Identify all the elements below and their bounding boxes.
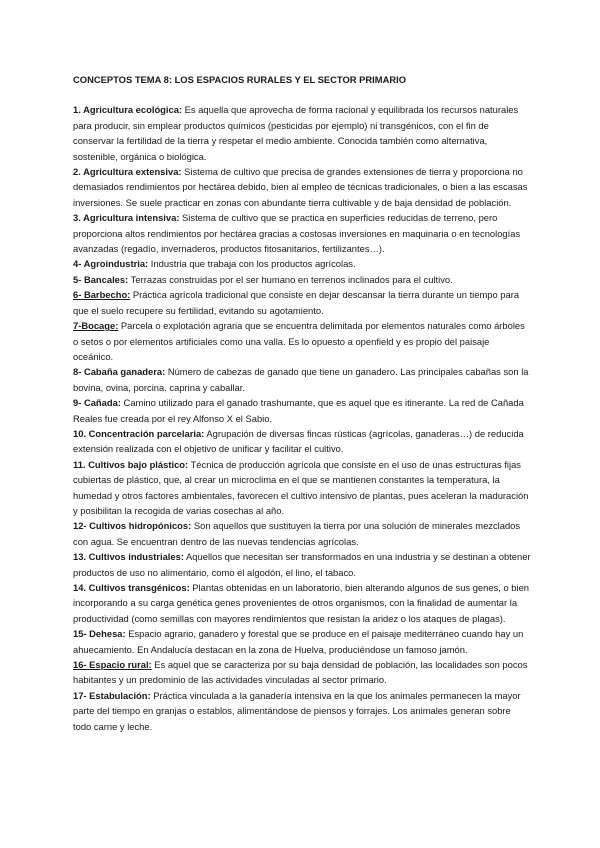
concept-entry [73, 657, 531, 688]
concept-term: 7-Bocage: [73, 320, 119, 332]
concept-entry [73, 318, 531, 364]
concept-term: 13. Cultivos industriales: [73, 551, 184, 563]
concept-entry [73, 626, 531, 657]
concept-term: 3. Agricultura intensiva: [73, 212, 180, 224]
concept-list [73, 102, 531, 734]
concept-entry [73, 395, 531, 426]
concept-definition: Técnica de producción agrícola que consiste en el uso de unas estructuras fijas cubiertas de plástico, que, al crear un microclima en el que se mantienen constantes la temperatura, la humedad y otros factores ambientales, favorecen el cultivo intensivo de plantas, pues aceleran la maduración y posibilitan la recogida de varias cosechas al año. [73, 458, 529, 516]
concept-term: 2. Agricultura extensiva: [73, 166, 182, 178]
concept-entry [73, 164, 531, 210]
concept-entry [73, 287, 531, 318]
concept-entry [73, 102, 531, 164]
document-body [73, 72, 531, 734]
concept-definition: Industria que trabaja con los productos agrícolas. [148, 258, 356, 270]
concept-definition: Terrazas construidas por el ser humano en terrenos inclinados para el cultivo. [128, 273, 453, 285]
concept-term: 14. Cultivos transgénicos: [73, 582, 190, 593]
concept-term: 9- Cañada: [73, 397, 121, 409]
document-title: CONCEPTOS TEMA 8: LOS ESPACIOS RURALES Y EL SECTOR PRIMARIO [73, 74, 407, 85]
concept-definition: Práctica agrícola tradicional que consiste en dejar descansar la tierra durante un tiempo para que el suelo recupere su fertilidad, evitando su agotamiento. [73, 289, 520, 316]
concept-entry [73, 210, 531, 256]
concept-definition: Aquellos que necesitan ser transformados en una industria y se destinan a obtener productos de uso no alimentario, como el algodón, el lino, el tabaco. [73, 551, 531, 578]
concept-term: 1. Agricultura ecológica: [73, 104, 183, 116]
concept-definition: Es aquella que aprovecha de forma racional y equilibrada los recursos naturales para producir, sin emplear productos químicos (pesticidas por ejemplo) ni transgénicos, con el fin de conservar la fertilidad de la tierra y respetar el medio ambiente. Conocida también como alternativa, sostenible, orgánica o biológica. [73, 104, 519, 162]
concept-definition: Sistema de cultivo que se practica en superficies reducidas de terreno, pero proporciona altos rendimientos por hectárea gracias a costosas inversiones en maquinaria o en tecnologías avanzadas (regadío, invernaderos, productos fitosanitarios, fertilizantes…). [73, 212, 521, 255]
concept-term: 11. Cultivos bajo plástico: [73, 458, 189, 470]
concept-definition: Parcela o explotación agraria que se encuentra delimitada por elementos naturales como árboles o setos o por elementos artificiales como una valla. Es lo opuesto a openfield y es propio del paisaje oceánico. [73, 320, 525, 362]
concept-definition: Práctica vinculada a la ganadería intensiva en la que los animales permanecen la mayor parte del tiempo en granjas o establos, alimentándose de piensos y forrajes. Los animales generan sobre todo carne y leche. [73, 689, 521, 732]
concept-term: 6- Barbecho: [73, 289, 131, 301]
concept-term: 8- Cabaña ganadera: [73, 366, 166, 378]
concept-definition: Número de cabezas de ganado que tiene un ganadero. Las principales cabañas son la bovina, ovina, porcina. caprina y caballar. [73, 366, 529, 393]
concept-term: 16- Espacio rural: [73, 659, 152, 671]
concept-entry [73, 457, 531, 519]
concept-entry [73, 426, 531, 457]
concept-term: 17- Estabulación: [73, 689, 151, 701]
concept-entry [73, 364, 531, 395]
concept-entry [73, 549, 531, 580]
concept-entry [73, 518, 531, 549]
concept-definition: Espacio agrario, ganadero y forestal que se produce en el paisaje mediterráneo cuando hay un ahuecamiento. En Andalucía destacan en la zona de Huelva, produciéndose un famoso jamón. [73, 628, 524, 655]
concept-term: 15- Dehesa: [73, 628, 126, 640]
concept-term: 12- Cultivos hidropónicos: [73, 520, 192, 532]
concept-definition: Son aquellos que sustituyen la tierra por una solución de minerales mezclados con agua. Se encuentran dentro de las nuevas tendencias agrícolas. [73, 520, 521, 547]
concept-definition: Plantas obtenidas en un laboratorio, bien alterando algunos de sus genes, o bien incorporando a su carga genética genes provenientes de otros organismos, con la finalidad de aumentar la productividad (como semillas con mayores rendimientos que resistan la aridez o los ataques de plagas). [73, 582, 530, 624]
concept-definition: Agrupación de diversas fincas rústicas (agrícolas, ganaderas…) de reducida extensión realizada con el objetivo de unificar y facilitar el cultivo. [73, 427, 524, 455]
concept-entry [73, 256, 531, 271]
concept-term: 5- Bancales: [73, 273, 129, 285]
concept-definition: Camino utilizado para el ganado trashumante, que es aquel que es itinerante. La red de Cañada Reales fue creada por el rey Alfonso X el Sabio. [73, 397, 524, 424]
concept-entry [73, 272, 531, 287]
concept-term: 10. Concentración parcelaria: [73, 427, 205, 439]
concept-entry [73, 688, 531, 734]
concept-entry [73, 580, 531, 626]
concept-term: 4- Agroindustria: [73, 258, 149, 270]
concept-definition: Es aquel que se caracteriza por su baja densidad de población, las localidades son pocos habitantes y un predominio de las actividades vinculadas al sector primario. [73, 659, 528, 686]
concept-definition: Sistema de cultivo que precisa de grandes extensiones de tierra y proporciona no demasiados rendimientos por hectárea debido, bien al empleo de técnicas tradicionales, o bien a las escasas inversiones. Se suele practicar en zonas con abundante tierra cultivable y de baja densidad de población. [73, 166, 528, 208]
